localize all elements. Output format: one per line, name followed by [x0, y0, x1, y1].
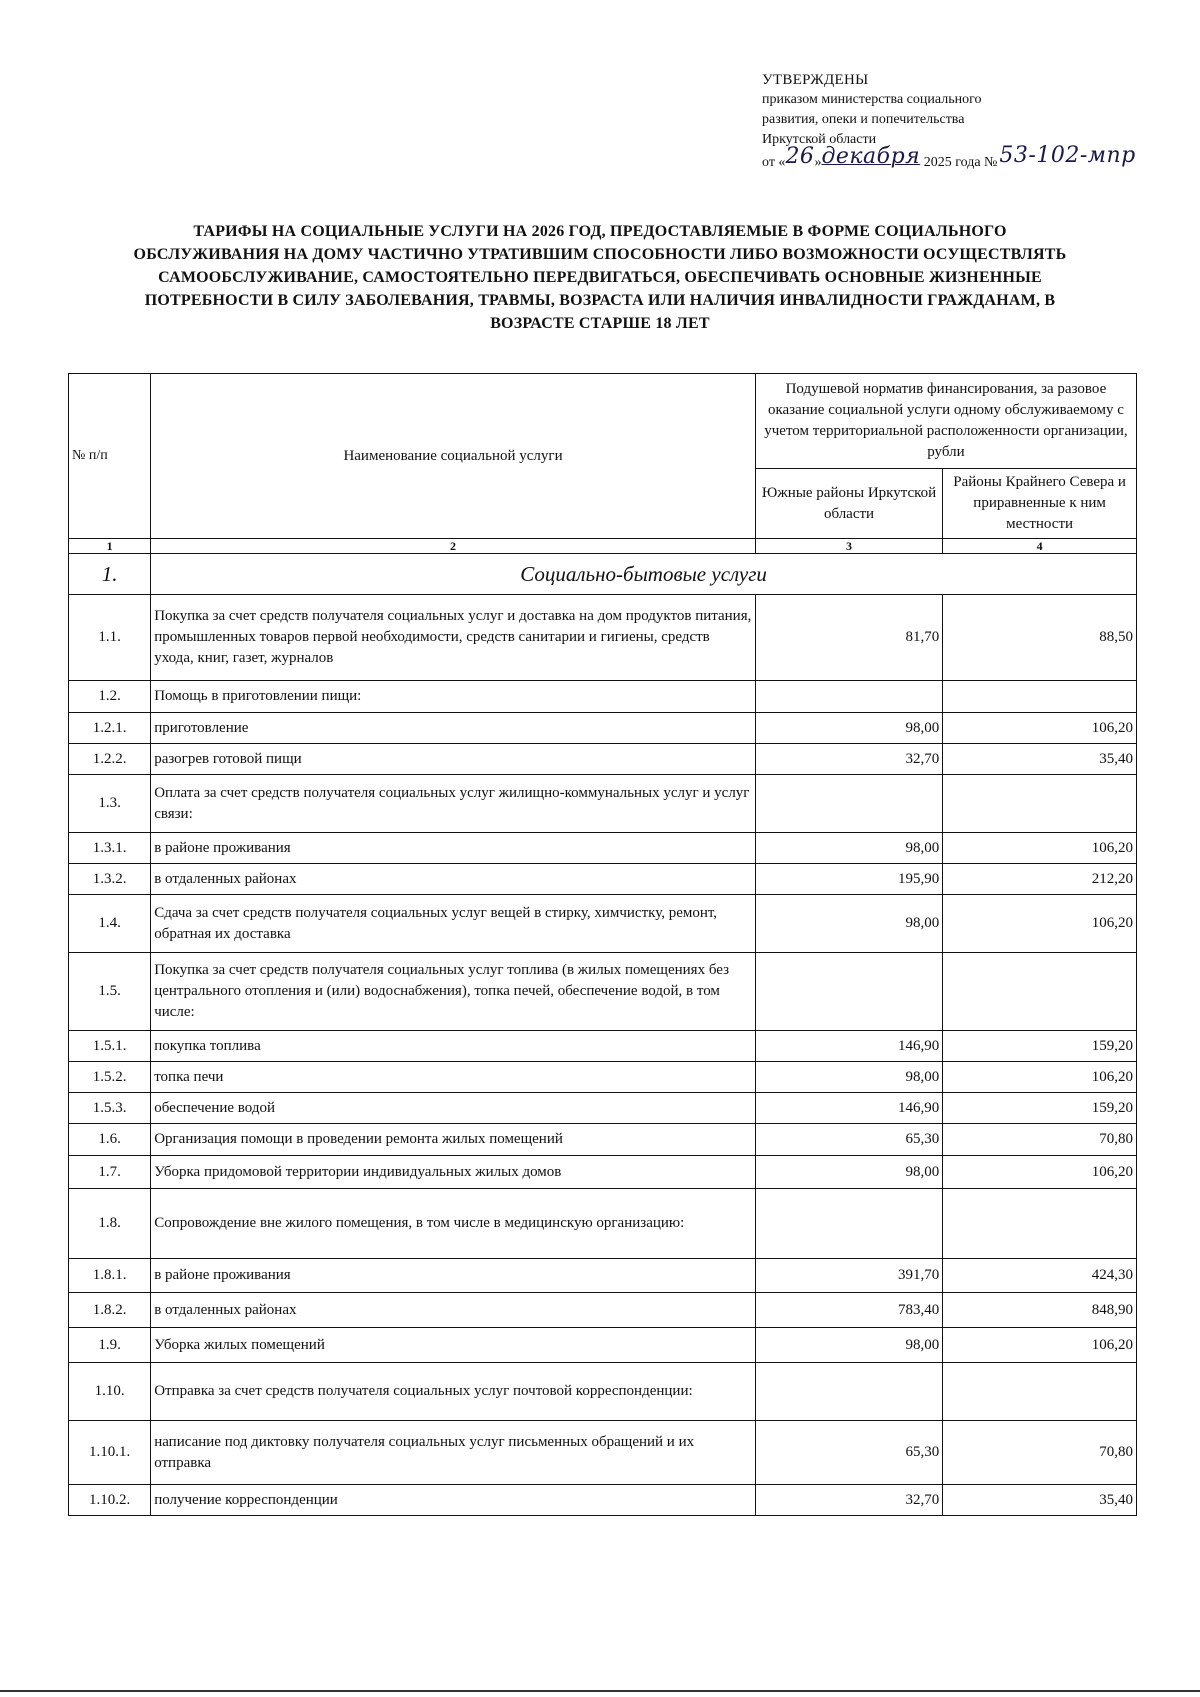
row-name: получение корреспонденции — [151, 1485, 756, 1516]
row-num: 1.4. — [69, 895, 151, 953]
table-row — [69, 1259, 1137, 1293]
row-value-south — [755, 1189, 942, 1259]
row-num: 1.8.2. — [69, 1293, 151, 1328]
column-numbers-row — [69, 539, 1137, 554]
approval-date-line — [762, 143, 1162, 173]
header-norm: Подушевой норматив финансирования, за разовое оказание социальной услуги одному обслуживаемому с учетом территориальной расположенности организации, рубли — [755, 374, 1136, 469]
row-num: 1.3.1. — [69, 833, 151, 864]
table-row — [69, 595, 1137, 681]
row-name: топка печи — [151, 1062, 756, 1093]
row-value-south: 65,30 — [755, 1124, 942, 1156]
table-row — [69, 1093, 1137, 1124]
row-value-south: 32,70 — [755, 744, 942, 775]
table-row — [69, 1293, 1137, 1328]
row-name: написание под диктовку получателя социальных услуг письменных обращений и их отправка — [151, 1421, 756, 1485]
table-row — [69, 1363, 1137, 1421]
row-value-north: 70,80 — [943, 1124, 1137, 1156]
row-name: Организация помощи в проведении ремонта жилых помещений — [151, 1124, 756, 1156]
date-separator: » — [814, 155, 822, 170]
row-value-south: 81,70 — [755, 595, 942, 681]
approval-line-2: развития, опеки и попечительства — [762, 112, 965, 127]
row-value-north: 212,20 — [943, 864, 1137, 895]
row-value-north: 106,20 — [943, 1328, 1137, 1363]
row-name: Оплата за счет средств получателя социальных услуг жилищно-коммунальных услуг и услуг связи: — [151, 775, 756, 833]
row-value-south: 195,90 — [755, 864, 942, 895]
row-num: 1.5.2. — [69, 1062, 151, 1093]
row-value-south: 98,00 — [755, 833, 942, 864]
row-value-north: 159,20 — [943, 1031, 1137, 1062]
approval-stamp — [762, 70, 1162, 173]
row-value-north: 106,20 — [943, 895, 1137, 953]
row-value-north — [943, 1189, 1137, 1259]
table-row — [69, 1156, 1137, 1189]
table-row — [69, 895, 1137, 953]
row-value-north: 35,40 — [943, 744, 1137, 775]
section-row — [69, 554, 1137, 595]
row-name: Покупка за счет средств получателя социальных услуг топлива (в жилых помещениях без центрального отопления и (или) водоснабжения), топка печей, обеспечение водой, в том числе: — [151, 953, 756, 1031]
row-num: 1.1. — [69, 595, 151, 681]
row-value-south: 65,30 — [755, 1421, 942, 1485]
row-name: покупка топлива — [151, 1031, 756, 1062]
row-num: 1.10.2. — [69, 1485, 151, 1516]
row-num: 1.2. — [69, 681, 151, 713]
row-num: 1.8. — [69, 1189, 151, 1259]
row-name: Уборка жилых помещений — [151, 1328, 756, 1363]
row-num: 1.5.1. — [69, 1031, 151, 1062]
table-row — [69, 833, 1137, 864]
table-row — [69, 1031, 1137, 1062]
row-value-north: 159,20 — [943, 1093, 1137, 1124]
row-value-south — [755, 681, 942, 713]
row-name: Сдача за счет средств получателя социальных услуг вещей в стирку, химчистку, ремонт, обратная их доставка — [151, 895, 756, 953]
row-num: 1.2.2. — [69, 744, 151, 775]
column-number: 1 — [69, 539, 151, 554]
row-num: 1.5. — [69, 953, 151, 1031]
row-value-north: 424,30 — [943, 1259, 1137, 1293]
row-value-north: 106,20 — [943, 1062, 1137, 1093]
table-row — [69, 864, 1137, 895]
date-prefix: от « — [762, 155, 786, 170]
row-value-north — [943, 953, 1137, 1031]
row-name: Сопровождение вне жилого помещения, в том числе в медицинскую организацию: — [151, 1189, 756, 1259]
row-value-north: 106,20 — [943, 1156, 1137, 1189]
table-row — [69, 1189, 1137, 1259]
row-value-south: 98,00 — [755, 1062, 942, 1093]
row-name: в отдаленных районах — [151, 864, 756, 895]
row-value-south: 98,00 — [755, 1156, 942, 1189]
row-value-south — [755, 1363, 942, 1421]
row-num: 1.10. — [69, 1363, 151, 1421]
row-name: приготовление — [151, 713, 756, 744]
row-num: 1.3. — [69, 775, 151, 833]
approval-line-3: Иркутской области — [762, 132, 877, 147]
handwritten-month: декабря — [821, 144, 921, 169]
approval-line-1: приказом министерства социального — [762, 92, 982, 107]
row-name: Уборка придомовой территории индивидуальных жилых домов — [151, 1156, 756, 1189]
row-value-south — [755, 953, 942, 1031]
table-row — [69, 775, 1137, 833]
column-number: 2 — [151, 539, 756, 554]
section-title: Социально-бытовые услуги — [151, 554, 1137, 595]
row-name: обеспечение водой — [151, 1093, 756, 1124]
row-value-south — [755, 775, 942, 833]
row-value-north: 88,50 — [943, 595, 1137, 681]
row-value-north: 35,40 — [943, 1485, 1137, 1516]
row-value-south: 146,90 — [755, 1093, 942, 1124]
row-num: 1.3.2. — [69, 864, 151, 895]
approval-heading: УТВЕРЖДЕНЫ — [762, 72, 869, 88]
column-number: 3 — [755, 539, 942, 554]
row-num: 1.10.1. — [69, 1421, 151, 1485]
row-value-north: 106,20 — [943, 833, 1137, 864]
row-value-north — [943, 775, 1137, 833]
title-line-5: ВОЗРАСТЕ СТАРШЕ 18 ЛЕТ — [490, 315, 710, 332]
page-bottom-rule — [0, 1690, 1200, 1692]
header-north: Районы Крайнего Севера и приравненные к ним местности — [943, 469, 1137, 539]
table-row — [69, 1124, 1137, 1156]
row-name: в отдаленных районах — [151, 1293, 756, 1328]
header-num: № п/п — [69, 374, 151, 539]
handwritten-order-number: 53-102-мпр — [999, 143, 1136, 168]
table-row — [69, 1421, 1137, 1485]
header-south: Южные районы Иркутской области — [755, 469, 942, 539]
row-name: Отправка за счет средств получателя социальных услуг почтовой корреспонденции: — [151, 1363, 756, 1421]
title-line-1: ТАРИФЫ НА СОЦИАЛЬНЫЕ УСЛУГИ НА 2026 ГОД, ПРЕДОСТАВЛЯЕМЫЕ В ФОРМЕ СОЦИАЛЬНОГО — [193, 223, 1007, 240]
document-title — [60, 220, 1140, 335]
table-row — [69, 744, 1137, 775]
row-value-north: 106,20 — [943, 713, 1137, 744]
section-num: 1. — [69, 554, 151, 595]
header-name: Наименование социальной услуги — [151, 374, 756, 539]
column-number: 4 — [943, 539, 1137, 554]
row-num: 1.8.1. — [69, 1259, 151, 1293]
row-value-south: 783,40 — [755, 1293, 942, 1328]
row-value-south: 98,00 — [755, 1328, 942, 1363]
row-name: Помощь в приготовлении пищи: — [151, 681, 756, 713]
row-value-north: 70,80 — [943, 1421, 1137, 1485]
row-name: в районе проживания — [151, 833, 756, 864]
row-num: 1.2.1. — [69, 713, 151, 744]
title-line-4: ПОТРЕБНОСТИ В СИЛУ ЗАБОЛЕВАНИЯ, ТРАВМЫ, ВОЗРАСТА ИЛИ НАЛИЧИЯ ИНВАЛИДНОСТИ ГРАЖДАНАМ, В — [144, 292, 1056, 309]
table-row — [69, 1328, 1137, 1363]
table-row — [69, 953, 1137, 1031]
table-row — [69, 1485, 1137, 1516]
row-name: разогрев готовой пищи — [151, 744, 756, 775]
table-row — [69, 713, 1137, 744]
title-line-3: САМООБСЛУЖИВАНИЕ, САМОСТОЯТЕЛЬНО ПЕРЕДВИГАТЬСЯ, ОБЕСПЕЧИВАТЬ ОСНОВНЫЕ ЖИЗНЕННЫЕ — [158, 269, 1042, 286]
row-num: 1.5.3. — [69, 1093, 151, 1124]
row-value-south: 98,00 — [755, 895, 942, 953]
row-num: 1.6. — [69, 1124, 151, 1156]
row-value-south: 146,90 — [755, 1031, 942, 1062]
table-row — [69, 1062, 1137, 1093]
row-num: 1.9. — [69, 1328, 151, 1363]
row-value-south: 32,70 — [755, 1485, 942, 1516]
row-value-north — [943, 1363, 1137, 1421]
row-num: 1.7. — [69, 1156, 151, 1189]
row-value-south: 391,70 — [755, 1259, 942, 1293]
row-name: Покупка за счет средств получателя социальных услуг и доставка на дом продуктов питания, промышленных товаров первой необходимости, средств санитарии и гигиены, средств ухода, книг, газет, журналов — [151, 595, 756, 681]
table-row — [69, 681, 1137, 713]
handwritten-day: 26 — [785, 144, 815, 169]
tariffs-table — [68, 373, 1137, 1516]
row-value-north — [943, 681, 1137, 713]
row-name: в районе проживания — [151, 1259, 756, 1293]
title-line-2: ОБСЛУЖИВАНИЯ НА ДОМУ ЧАСТИЧНО УТРАТИВШИМ СПОСОБНОСТИ ЛИБО ВОЗМОЖНОСТИ ОСУЩЕСТВЛЯТЬ — [133, 246, 1067, 263]
row-value-south: 98,00 — [755, 713, 942, 744]
row-value-north: 848,90 — [943, 1293, 1137, 1328]
date-year-text: 2025 года № — [923, 155, 998, 170]
